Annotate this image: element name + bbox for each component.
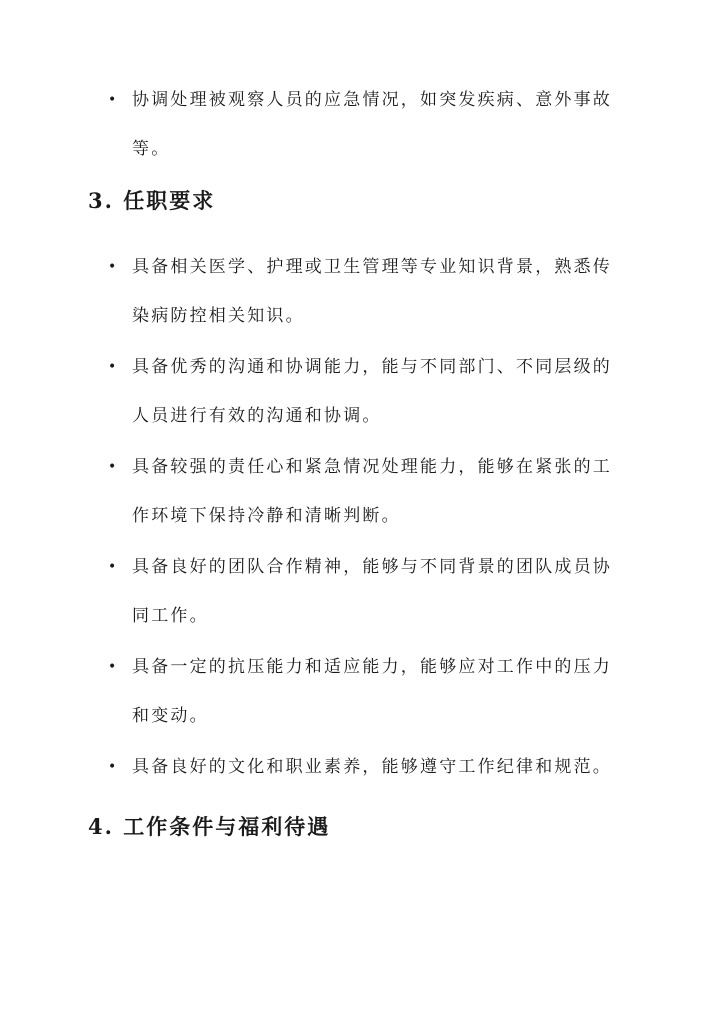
bullet-icon: • bbox=[108, 759, 119, 775]
list-item-text: 具备相关医学、护理或卫生管理等专业知识背景，熟悉传染病防控相关知识。 bbox=[132, 257, 612, 326]
list-item-text: 协调处理被观察人员的应急情况，如突发疾病、意外事故等。 bbox=[132, 90, 612, 159]
bullet-icon: • bbox=[108, 459, 119, 475]
list-item-text: 具备一定的抗压能力和适应能力，能够应对工作中的压力和变动。 bbox=[132, 657, 612, 726]
list-item bbox=[108, 643, 628, 741]
bullet-icon: • bbox=[108, 559, 119, 575]
bullet-icon: • bbox=[108, 92, 119, 108]
bullet-icon: • bbox=[108, 359, 119, 375]
list-item bbox=[108, 76, 628, 174]
bullet-icon: • bbox=[108, 259, 119, 275]
list-item-text: 具备良好的文化和职业素养，能够遵守工作纪律和规范。 bbox=[132, 757, 612, 777]
list-item-text: 具备良好的团队合作精神，能够与不同背景的团队成员协同工作。 bbox=[132, 557, 612, 626]
bullet-icon: • bbox=[108, 659, 119, 675]
list-item bbox=[108, 343, 628, 441]
list-item bbox=[108, 743, 628, 792]
section-heading-requirements: 3. 任职要求 bbox=[88, 188, 216, 213]
list-item bbox=[108, 243, 628, 341]
list-item bbox=[108, 443, 628, 541]
list-item bbox=[108, 543, 628, 641]
list-item-text: 具备优秀的沟通和协调能力，能与不同部门、不同层级的人员进行有效的沟通和协调。 bbox=[132, 357, 612, 426]
section-heading-benefits: 4. 工作条件与福利待遇 bbox=[88, 814, 331, 839]
list-item-text: 具备较强的责任心和紧急情况处理能力，能够在紧张的工作环境下保持冷静和清晰判断。 bbox=[132, 457, 612, 526]
